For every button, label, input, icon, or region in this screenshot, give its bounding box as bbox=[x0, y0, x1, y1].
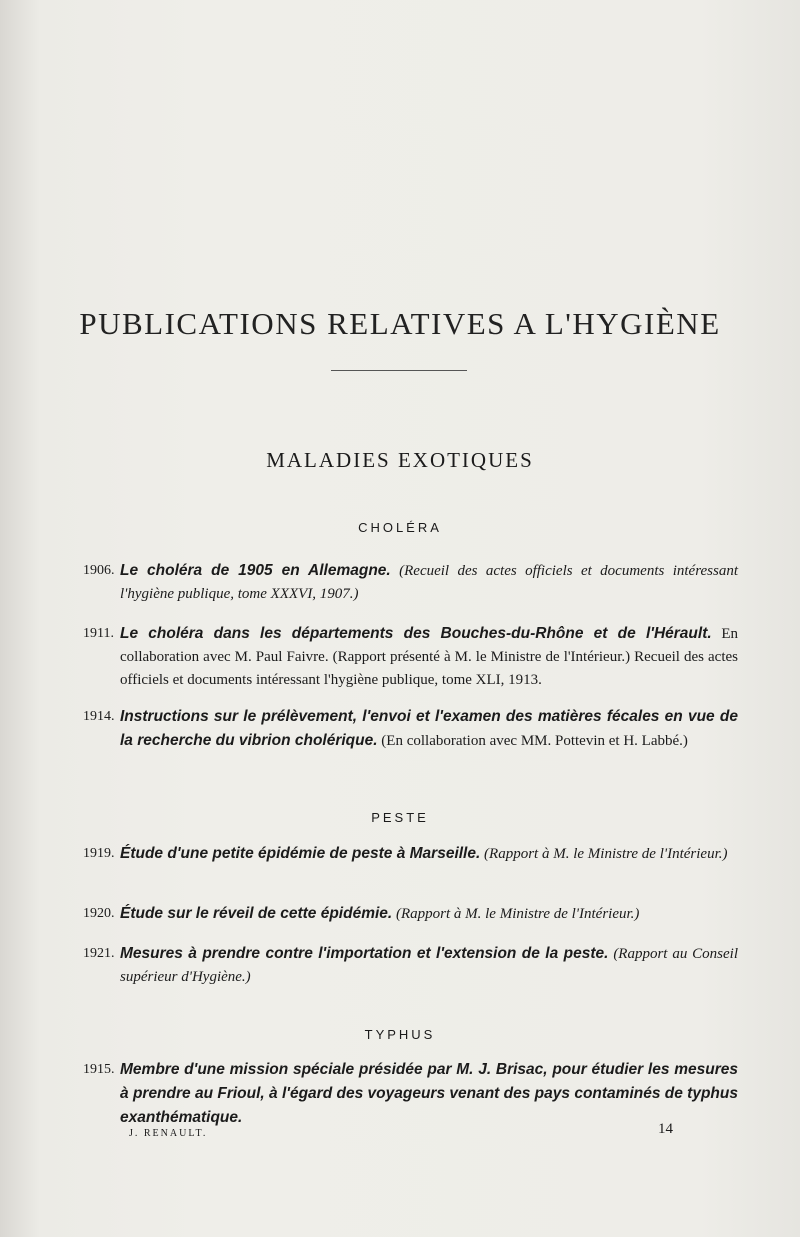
entry-reference: (Rapport à M. le Ministre de l'Intérieur.) bbox=[484, 846, 728, 862]
entry-year: 1919. bbox=[83, 846, 115, 861]
entry-reference: (Rapport au Conseil supérieur d'Hygiène.) bbox=[120, 946, 739, 985]
subsection-typhus: TYPHUS bbox=[364, 1027, 436, 1042]
entry-1919 bbox=[83, 842, 738, 866]
footer-author: J. RENAULT. bbox=[129, 1128, 208, 1139]
entry-1921 bbox=[83, 942, 738, 989]
entry-year: 1911. bbox=[83, 626, 114, 641]
entry-year: 1921. bbox=[83, 946, 115, 961]
entry-title: Le choléra dans les départements des Bouches-du-Rhône et de l'Hérault. bbox=[120, 625, 712, 642]
subsection-cholera: CHOLÉRA bbox=[358, 520, 442, 535]
entry-title: Étude d'une petite épidémie de peste à Marseille. bbox=[120, 845, 481, 862]
entry-reference: (Recueil des actes officiels et documents intéressant l'hygiène publique, tome XXXVI, 1907.) bbox=[120, 563, 738, 602]
entry-year: 1906. bbox=[83, 563, 115, 578]
entry-1911 bbox=[83, 622, 738, 692]
subsection-peste: PESTE bbox=[371, 810, 429, 825]
entry-title: Mesures à prendre contre l'importation et l'extension de la peste. bbox=[120, 945, 609, 962]
entry-1914 bbox=[83, 705, 738, 753]
entry-reference: (Rapport à M. le Ministre de l'Intérieur.) bbox=[395, 906, 640, 922]
entry-year: 1914. bbox=[83, 709, 115, 724]
entry-title: Étude sur le réveil de cette épidémie. bbox=[120, 905, 393, 922]
entry-title: Le choléra de 1905 en Allemagne. bbox=[120, 562, 391, 579]
entry-reference: (En collaboration avec MM. Pottevin et H. Labbé.) bbox=[381, 733, 688, 749]
page-number: 14 bbox=[658, 1121, 673, 1137]
entry-title: Instructions sur le prélèvement, l'envoi et l'examen des matières fécales en vue de la recherche du vibrion cholérique. bbox=[120, 708, 738, 749]
section-title: MALADIES EXOTIQUES bbox=[266, 448, 534, 472]
entry-1915 bbox=[83, 1058, 738, 1130]
entry-1920 bbox=[83, 902, 738, 926]
entry-year: 1915. bbox=[83, 1062, 115, 1077]
entry-title: Membre d'une mission spéciale présidée par M. J. Brisac, pour étudier les mesures à prendre au Frioul, à l'égard des voyageurs venant des pays contaminés de typhus exanthématique. bbox=[120, 1061, 738, 1126]
page-title: PUBLICATIONS RELATIVES A L'HYGIÈNE bbox=[79, 306, 721, 341]
entry-year: 1920. bbox=[83, 906, 115, 921]
entry-1906 bbox=[83, 559, 738, 606]
entry-reference: En collaboration avec M. Paul Faivre. (Rapport présenté à M. le Ministre de l'Intérieur.) Recueil des actes officiels et documents intéressant l'hygiène publique, tome XLI, 1913. bbox=[120, 626, 738, 688]
title-rule bbox=[331, 370, 467, 371]
